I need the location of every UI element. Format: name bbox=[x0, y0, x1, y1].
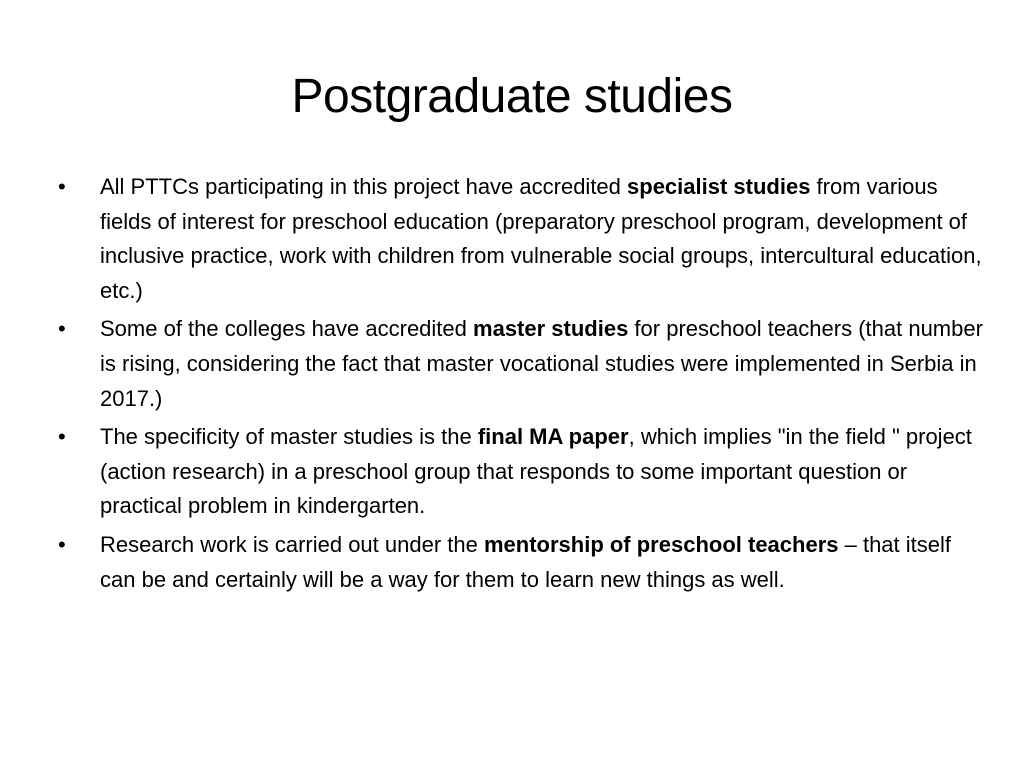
bullet-text bbox=[100, 316, 983, 410]
bullet-text-bold: specialist studies bbox=[627, 174, 811, 199]
bullet-text-before: All PTTCs participating in this project have accredited bbox=[100, 174, 628, 199]
bullet-text-bold: mentorship of preschool teachers bbox=[483, 531, 839, 557]
bullet-text-before: The specificity of master studies is the bbox=[100, 424, 478, 450]
bullet-dot-icon: • bbox=[58, 531, 66, 557]
bullet-item bbox=[58, 528, 988, 597]
bullet-list bbox=[58, 170, 988, 601]
bullet-text-after: from various fields of interest for preschool education (preparatory preschool program, development of inclusive practice, work with children from vulnerable social groups, intercultural education, etc.) bbox=[100, 174, 982, 303]
bullet-dot-icon: • bbox=[58, 424, 66, 450]
bullet-dot-icon: • bbox=[58, 316, 66, 342]
bullet-text-after: – that itself can be and certainly will be a way for them to learn new things as well. bbox=[100, 531, 952, 592]
bullet-text-bold: final MA paper bbox=[477, 424, 629, 450]
bullet-item bbox=[58, 420, 988, 524]
bullet-text-after: , which implies "in the field " project (action research) in a preschool group that responds to some important question or practical problem in kindergarten. bbox=[100, 424, 972, 519]
bullet-text bbox=[100, 174, 982, 303]
bullet-item bbox=[58, 312, 988, 416]
slide-title: Postgraduate studies bbox=[291, 70, 733, 123]
bullet-text bbox=[100, 424, 972, 518]
bullet-text bbox=[100, 532, 951, 592]
bullet-dot-icon: • bbox=[58, 174, 66, 199]
bullet-text-before: Research work is carried out under the bbox=[100, 531, 484, 557]
bullet-text-after: for preschool teachers (that number is rising, considering the fact that master vocational studies were implemented in Serbia in 2017.) bbox=[100, 316, 983, 411]
bullet-text-bold: master studies bbox=[473, 316, 629, 342]
bullet-text-before: Some of the colleges have accredited bbox=[100, 316, 474, 342]
bullet-item bbox=[58, 170, 988, 308]
